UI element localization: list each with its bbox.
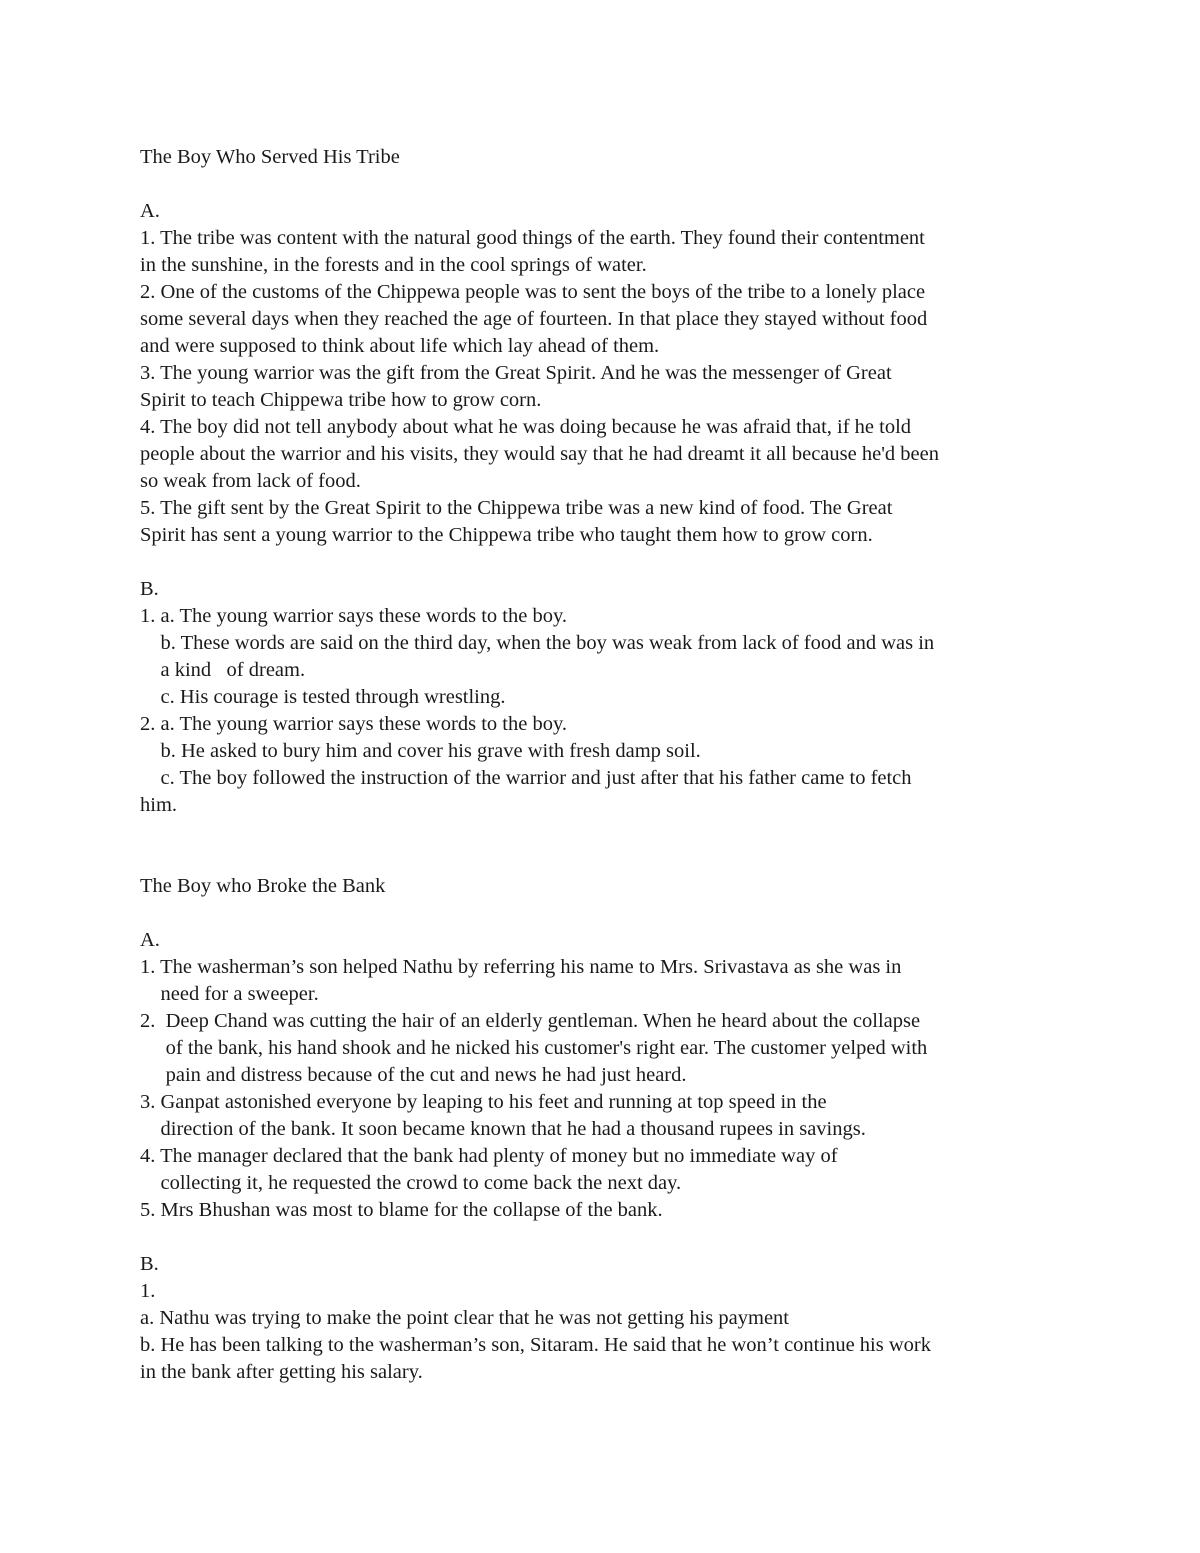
answer-list [140,954,1070,1224]
text-line: Spirit to teach Chippewa tribe how to grow corn. [140,389,542,411]
text-line: 4. The boy did not tell anybody about what he was doing because he was afraid that, if he told [140,416,912,438]
section-title: The Boy who Broke the Bank [140,875,386,897]
text-line: 5. Mrs Bhushan was most to blame for the collapse of the bank. [140,1199,663,1221]
text-line: 1. The washerman’s son helped Nathu by referring his name to Mrs. Srivastava as she was in [140,956,902,978]
text-line: in the bank after getting his salary. [140,1361,423,1383]
part-heading: A. [140,929,160,951]
text-line: b. He has been talking to the washerman’s son, Sitaram. He said that he won’t continue his work [140,1334,931,1356]
text-line: so weak from lack of food. [140,470,361,492]
text-line: collecting it, he requested the crowd to come back the next day. [140,1172,682,1194]
text-line: pain and distress because of the cut and news he had just heard. [140,1064,687,1086]
text-line: people about the warrior and his visits, they would say that he had dreamt it all because he'd been [140,443,939,465]
text-line: c. His courage is tested through wrestling. [140,686,506,708]
text-line: and were supposed to think about life which lay ahead of them. [140,335,660,357]
text-line: 2. One of the customs of the Chippewa people was to sent the boys of the tribe to a lonely place [140,281,926,303]
answer-list [140,225,1070,549]
text-line: 2. a. The young warrior says these words to the boy. [140,713,567,735]
text-line: him. [140,794,178,816]
answer-list [140,603,1070,819]
text-line: 3. The young warrior was the gift from the Great Spirit. And he was the messenger of Great [140,362,892,384]
text-line: some several days when they reached the age of fourteen. In that place they stayed without food [140,308,928,330]
part-heading: A. [140,200,160,222]
part-heading: B. [140,1253,159,1275]
spacer [140,819,1070,873]
text-line: b. He asked to bury him and cover his grave with fresh damp soil. [140,740,701,762]
answer-list [140,1278,1070,1386]
text-line: Spirit has sent a young warrior to the Chippewa tribe who taught them how to grow corn. [140,524,873,546]
section-title: The Boy Who Served His Tribe [140,146,400,168]
text-line: b. These words are said on the third day, when the boy was weak from lack of food and was in [140,632,935,654]
text-line: 2. Deep Chand was cutting the hair of an elderly gentleman. When he heard about the collapse [140,1010,921,1032]
part-heading: B. [140,578,159,600]
text-line: of the bank, his hand shook and he nicked his customer's right ear. The customer yelped with [140,1037,928,1059]
text-line: 3. Ganpat astonished everyone by leaping to his feet and running at top speed in the [140,1091,827,1113]
text-line: a. Nathu was trying to make the point clear that he was not getting his payment [140,1307,790,1329]
text-line: need for a sweeper. [140,983,319,1005]
text-line: in the sunshine, in the forests and in the cool springs of water. [140,254,647,276]
text-line: 4. The manager declared that the bank had plenty of money but no immediate way of [140,1145,838,1167]
spacer [140,900,1070,927]
text-line: 1. [140,1280,156,1302]
text-line: 1. a. The young warrior says these words to the boy. [140,605,567,627]
text-line: direction of the bank. It soon became known that he had a thousand rupees in savings. [140,1118,866,1140]
text-line: c. The boy followed the instruction of the warrior and just after that his father came to fetch [140,767,912,789]
text-line: 1. The tribe was content with the natural good things of the earth. They found their contentment [140,227,925,249]
text-line: 5. The gift sent by the Great Spirit to the Chippewa tribe was a new kind of food. The Great [140,497,893,519]
document-page [140,144,1070,1386]
spacer [140,1224,1070,1251]
text-line: a kind of dream. [140,659,306,681]
spacer [140,171,1070,198]
spacer [140,549,1070,576]
